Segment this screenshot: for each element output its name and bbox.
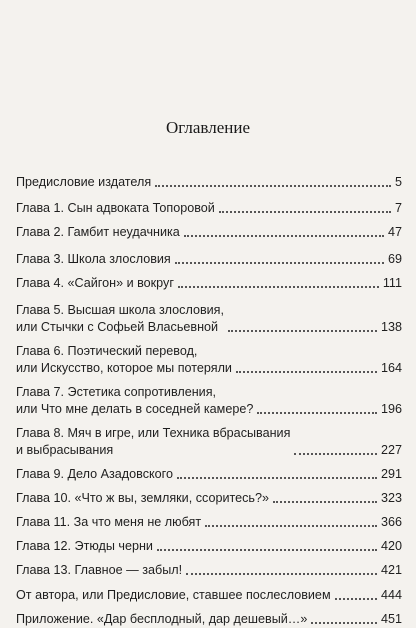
dot-leader: [157, 549, 377, 551]
toc-entry-title: [16, 384, 253, 418]
dot-leader: [311, 622, 377, 624]
toc-entry-title: [16, 224, 180, 241]
toc-entry-line: Глава 1. Сын адвоката Топоровой: [16, 201, 215, 215]
dot-leader: [184, 235, 384, 237]
toc-title: Оглавление: [166, 118, 250, 137]
toc-entry: [16, 275, 402, 292]
dot-leader: [219, 211, 391, 213]
toc-entry-title: [16, 275, 174, 292]
dot-leader: [228, 330, 377, 332]
toc-entry-title: [16, 466, 173, 483]
toc-entry-line: Глава 5. Высшая школа злословия,: [16, 303, 224, 317]
toc-entry-page: 451: [380, 612, 402, 626]
toc-entry-title: [16, 514, 201, 531]
toc-entry-page: 164: [380, 361, 402, 375]
toc-entry-line: Предисловие издателя: [16, 175, 152, 189]
toc-entry-title: [16, 562, 182, 579]
toc-entry-page: 366: [380, 515, 402, 529]
toc-entry-line: или Что мне делать в соседней камере?: [16, 402, 254, 416]
toc-entry-page: 138: [380, 320, 402, 334]
toc-entry-line: От автора, или Предисловие, ставшее послесловием: [16, 588, 331, 602]
toc-entry-line: Глава 13. Главное — забыл!: [16, 563, 183, 577]
toc-entry-title: [16, 251, 171, 268]
toc-entry-page: 196: [380, 402, 402, 416]
toc-entry-title: [16, 611, 307, 628]
toc-entry-page: 47: [387, 225, 402, 239]
toc-entry-page: 5: [394, 175, 402, 189]
toc-entry: [16, 514, 402, 531]
toc-entry-page: 444: [380, 588, 402, 602]
toc-entry-title: [16, 302, 224, 336]
toc-entry: [16, 490, 402, 507]
dot-leader: [257, 412, 377, 414]
toc-entry: [16, 174, 402, 191]
toc-entry-line: Глава 6. Поэтический перевод,: [16, 344, 198, 358]
table-of-contents: [16, 174, 402, 628]
toc-entry-line: Глава 12. Этюды черни: [16, 539, 153, 553]
toc-entry: [16, 538, 402, 555]
dot-leader: [273, 501, 377, 503]
toc-entry-page: 323: [380, 491, 402, 505]
toc-entry: [16, 562, 402, 579]
toc-entry-title: [16, 587, 331, 604]
dot-leader: [155, 185, 391, 187]
toc-entry: [16, 587, 402, 604]
toc-entry: [16, 224, 402, 241]
toc-entry-line: Глава 4. «Сайгон» и вокруг: [16, 276, 174, 290]
toc-entry-page: 291: [380, 467, 402, 481]
dot-leader: [335, 598, 377, 600]
toc-entry-line: или Стычки с Софьей Власьевной: [16, 320, 219, 334]
toc-entry-line: Приложение. «Дар бесплодный, дар дешевый…»: [16, 612, 308, 626]
toc-entry-title: [16, 425, 290, 459]
toc-entry-line: Глава 3. Школа злословия: [16, 252, 171, 266]
toc-entry-line: и выбрасывания: [16, 443, 114, 457]
toc-entry: [16, 611, 402, 628]
toc-entry-line: Глава 2. Гамбит неудачника: [16, 225, 180, 239]
toc-entry-title: [16, 538, 153, 555]
toc-entry-line: Глава 11. За что меня не любят: [16, 515, 202, 529]
toc-entry: [16, 251, 402, 268]
toc-entry-page: 69: [387, 252, 402, 266]
dot-leader: [205, 525, 377, 527]
toc-entry: [16, 302, 402, 336]
toc-entry-page: 420: [380, 539, 402, 553]
toc-entry-line: Глава 8. Мяч в игре, или Техника вбрасывания: [16, 426, 291, 440]
dot-leader: [186, 573, 377, 575]
toc-entry: [16, 343, 402, 377]
toc-entry: [16, 200, 402, 217]
toc-entry-line: Глава 10. «Что ж вы, земляки, ссоритесь?»: [16, 491, 269, 505]
toc-entry-title: [16, 343, 232, 377]
toc-entry-line: или Искусство, которое мы потеряли: [16, 361, 232, 375]
dot-leader: [236, 371, 377, 373]
toc-entry-page: 111: [382, 276, 402, 290]
toc-entry: [16, 425, 402, 459]
dot-leader: [178, 286, 379, 288]
toc-entry-page: 227: [380, 443, 402, 457]
toc-entry-page: 421: [380, 563, 402, 577]
toc-entry-line: Глава 7. Эстетика сопротивления,: [16, 385, 217, 399]
toc-entry-title: [16, 490, 269, 507]
dot-leader: [175, 262, 384, 264]
toc-entry-line: Глава 9. Дело Азадовского: [16, 467, 173, 481]
toc-entry-title: [16, 200, 215, 217]
toc-entry-page: 7: [394, 201, 402, 215]
dot-leader: [177, 477, 377, 479]
toc-entry-title: [16, 174, 151, 191]
toc-entry: [16, 384, 402, 418]
dot-leader: [294, 453, 377, 455]
toc-entry: [16, 466, 402, 483]
